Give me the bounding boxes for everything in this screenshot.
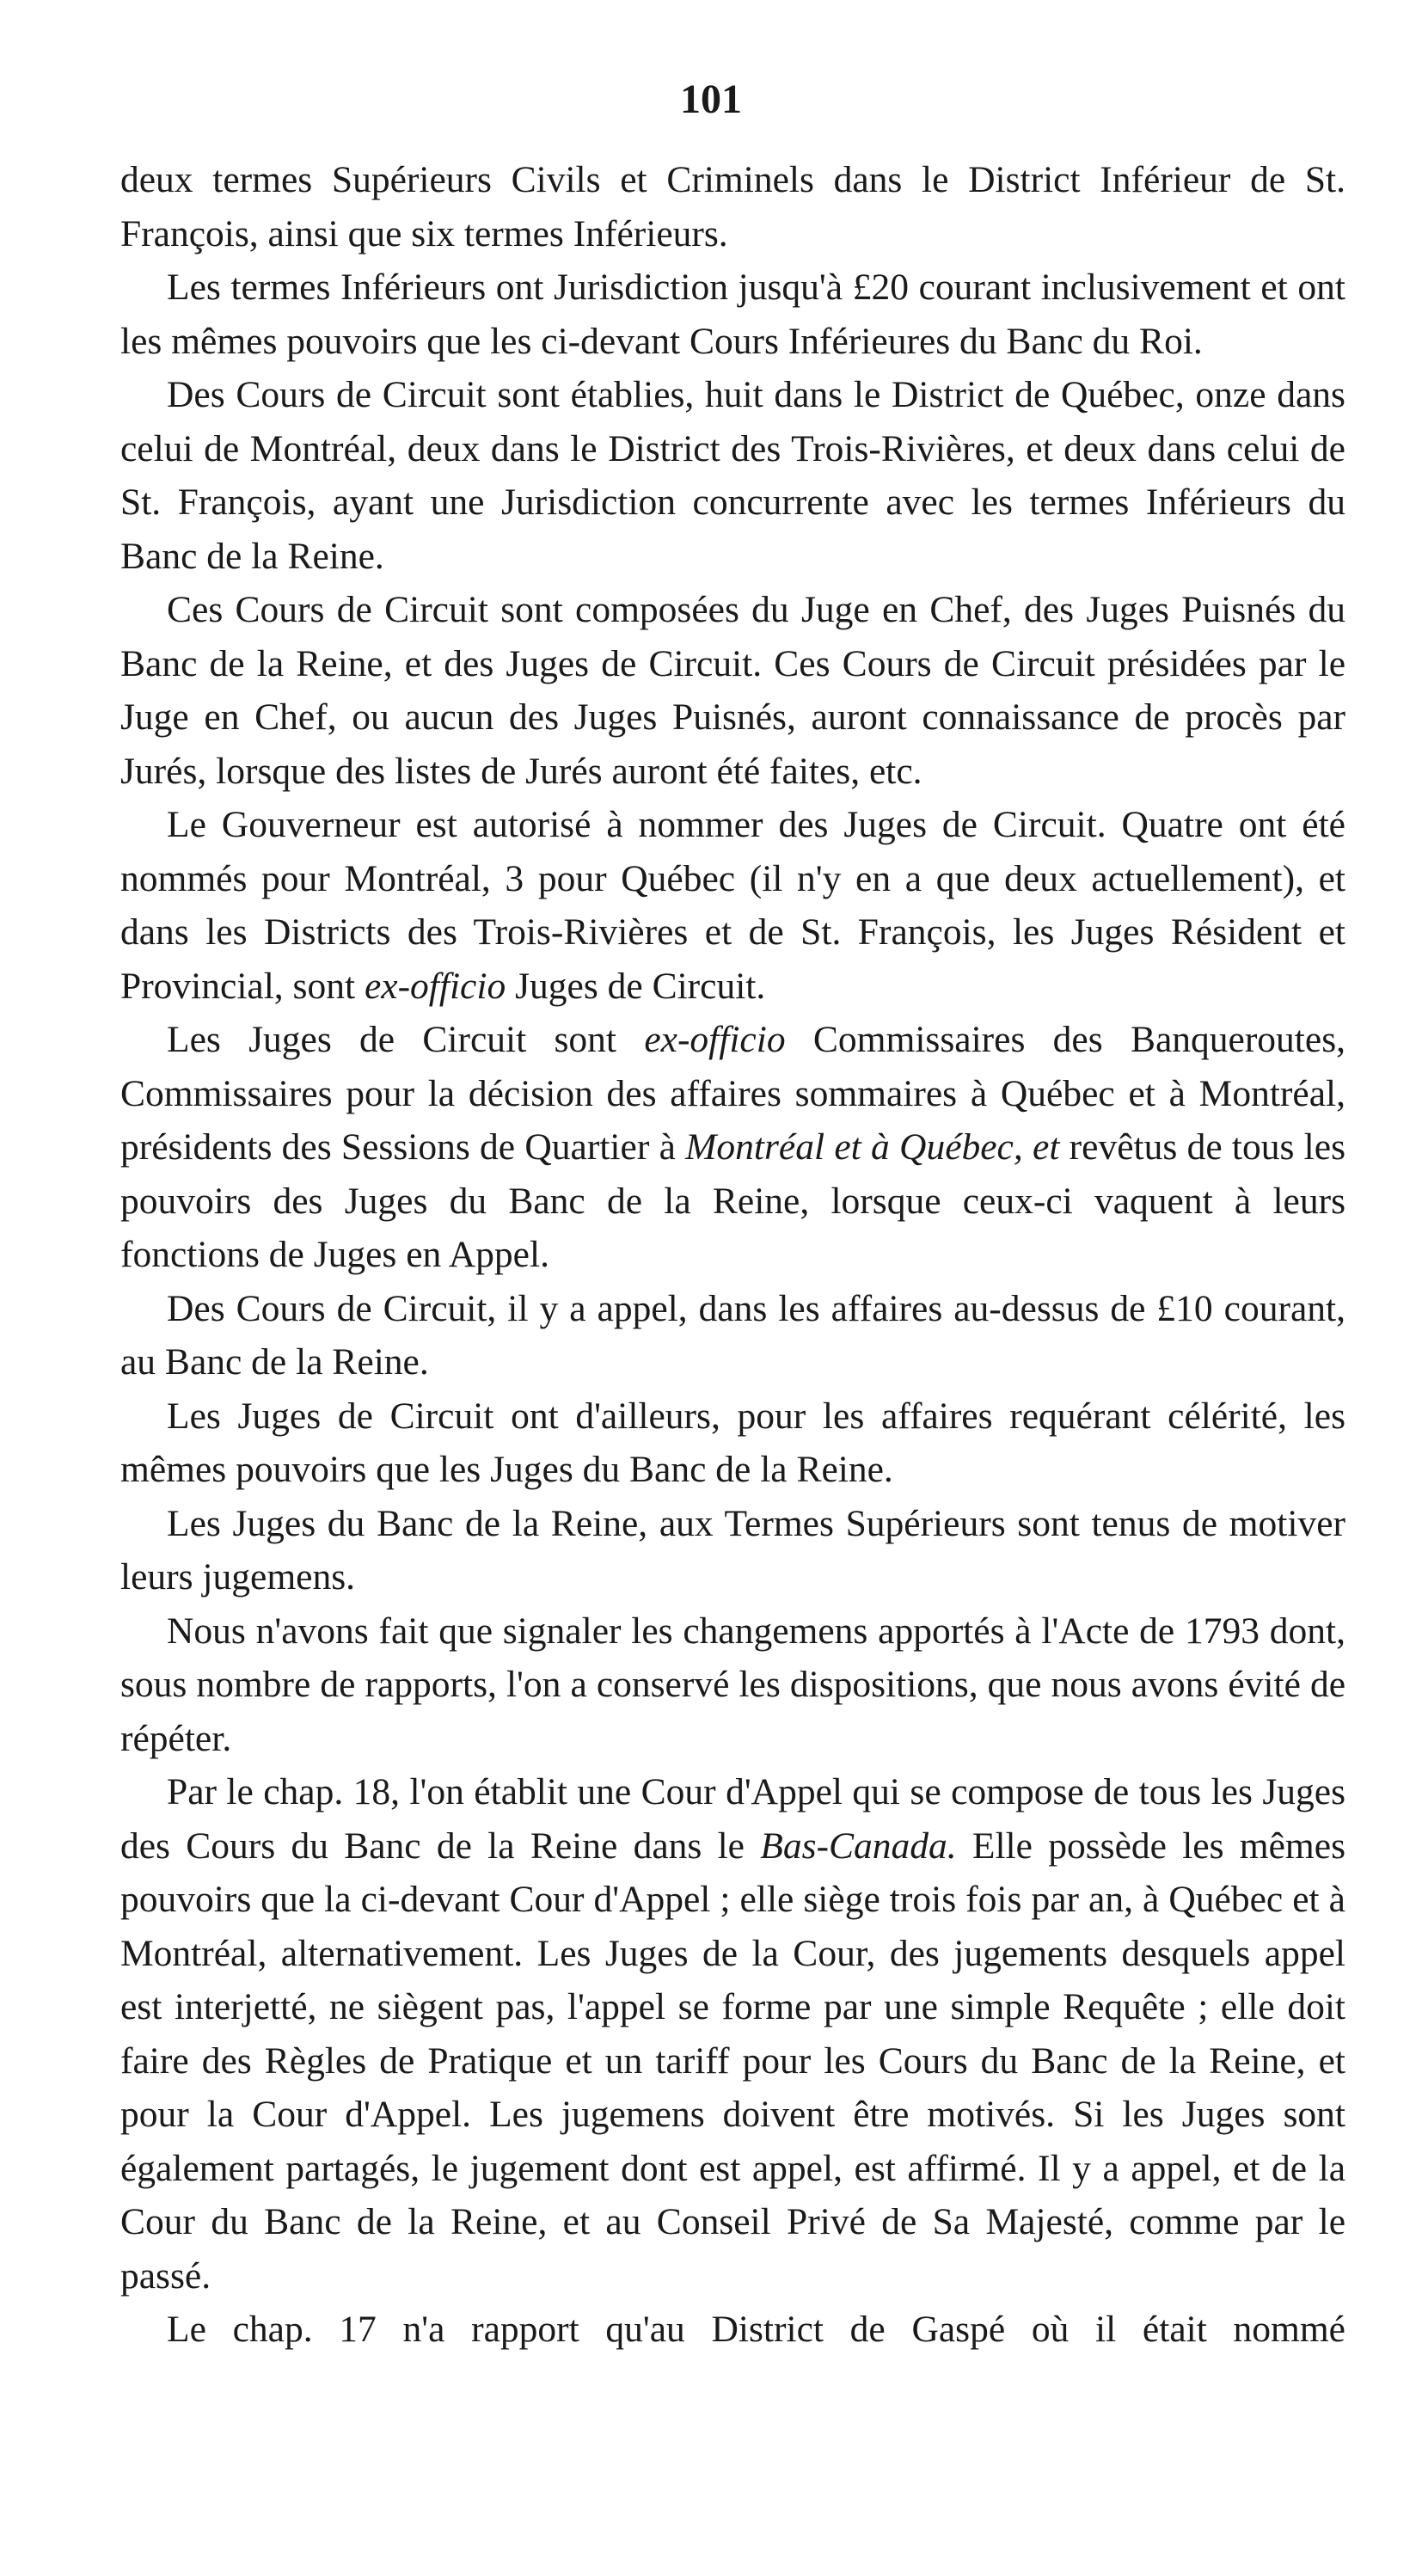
body-text (120, 153, 1345, 2357)
paragraph: Ces Cours de Circuit sont composées du Juge en Chef, des Juges Puisnés du Banc de la Reine, et des Juges de Circuit. Ces Cours de Circuit présidées par le Juge en Chef, ou aucun des Juges Puisnés, auront connaissance de procès par Jurés, lorsque des listes de Jurés auront été faites, etc. (120, 589, 1345, 792)
text-run: Elle possède les mêmes pouvoirs que la ci-devant Cour d'Appel ; elle siège trois fois par an, à Québec et à Montréal, alternativement. Les Juges de la Cour, des jugements desquels appel est interjetté, ne siègent pas, l'appel se forme par une simple Requête ; elle doit faire des Règles de Pratique et un tariff pour les Cours du Banc de la Reine, et pour la Cour d'Appel. Les jugemens doivent être motivés. Si les Juges sont également partagés, le jugement dont est appel, est affirmé. Il y a appel, et de la Cour du Banc de la Reine, et au Conseil Privé de Sa Majesté, comme par le passé. (120, 1825, 1346, 2297)
text-run: Le Gouverneur est autorisé à nommer des Juges de Circuit. Quatre ont été nommés pour Montréal, 3 pour Québec (il n'y en a que deux actuellement), et dans les Districts des Trois-Rivières et de St. François, les Juges Résident et Provincial, sont (120, 804, 1345, 1007)
italic-text: Bas-Canada. (760, 1825, 957, 1867)
italic-text: ex-officio (364, 965, 506, 1007)
paragraph: Les Juges du Banc de la Reine, aux Termes Supérieurs sont tenus de motiver leurs jugemens. (120, 1502, 1345, 1598)
paragraph (120, 1013, 1345, 1282)
text-run: revêtus de tous les pouvoirs des Juges du Banc de la Reine, lorsque ceux-ci vaquent à leurs fonctions de Juges en Appel. (120, 1126, 1346, 1275)
paragraph: Des Cours de Circuit sont établies, huit dans le District de Québec, onze dans celui de Montréal, deux dans le District des Trois-Rivières, et deux dans celui de St. François, ayant une Jurisdiction concurrente avec les termes Inférieurs du Banc de la Reine. (120, 374, 1345, 577)
italic-text: Montréal et à Québec, et (685, 1126, 1060, 1168)
paragraph: Les Juges de Circuit ont d'ailleurs, pour les affaires requérant célérité, les mêmes pouvoirs que les Juges du Banc de la Reine. (120, 1395, 1345, 1490)
paragraph: Les termes Inférieurs ont Jurisdiction jusqu'à £20 courant inclusivement et ont les mêmes pouvoirs que les ci-devant Cours Inférieures du Banc du Roi. (120, 267, 1345, 362)
paragraph: Le chap. 17 n'a rapport qu'au District de Gaspé où il était nommé (167, 2309, 1345, 2350)
paragraph (120, 1765, 1345, 2303)
paragraph (120, 798, 1345, 1013)
text-run: Commissaires des Banqueroutes, Commissaires pour la décision des affaires sommaires à Québec et à Montréal, présidents des Sessions de Quartier à (120, 1019, 1346, 1168)
text-run: Par le chap. 18, l'on établit une Cour d'Appel qui se compose de tous les Juges des Cours du Banc de la Reine dans le (120, 1771, 1345, 1867)
paragraph: Nous n'avons fait que signaler les changemens apportés à l'Acte de 1793 dont, sous nombre de rapports, l'on a conservé les dispositions, que nous avons évité de répéter. (120, 1610, 1345, 1759)
text-run: Juges de Circuit. (506, 965, 766, 1007)
paragraph: Des Cours de Circuit, il y a appel, dans les affaires au-dessus de £10 courant, au Banc de la Reine. (120, 1287, 1345, 1383)
text-run: Les Juges de Circuit sont (167, 1019, 645, 1060)
page-number: 101 (680, 77, 742, 122)
paragraph: deux termes Supérieurs Civils et Criminels dans le District Inférieur de St. François, ainsi que six termes Inférieurs. (120, 159, 1345, 255)
italic-text: ex-officio (644, 1019, 786, 1060)
